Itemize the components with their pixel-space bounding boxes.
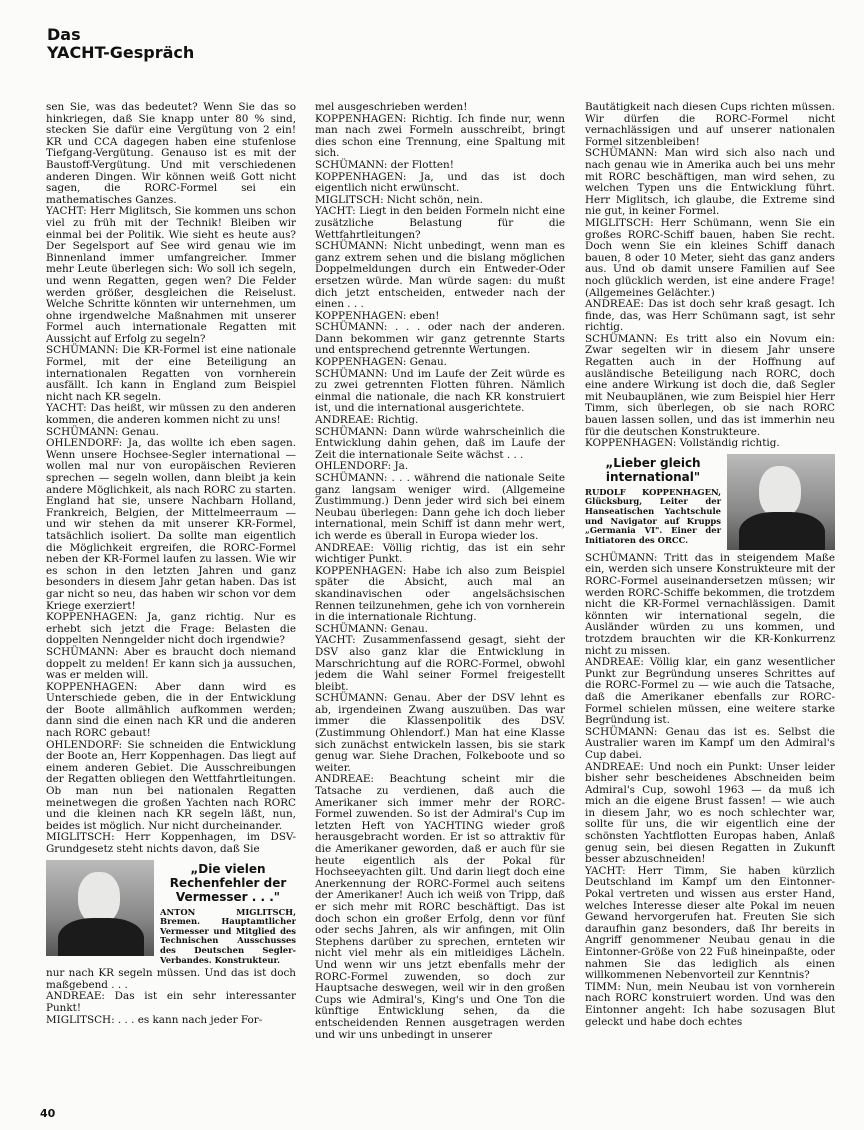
miglitsch-portrait-box bbox=[46, 860, 296, 966]
koppenhagen-caption-block bbox=[585, 454, 721, 550]
paragraph: Bautätigkeit nach diesen Cups richten müssen. Wir dürfen die RORC-Formel nicht vernachlässigen und auf unserer nationalen Formel sitzenbleiben! bbox=[585, 102, 835, 148]
paragraph: sen Sie, was das bedeutet? Wenn Sie das so hinkriegen, daß Sie knapp unter 80 % sind, stecken Sie dafür eine Vergütung von 2 ein! KR und CCA dagegen haben eine stufenlose Tiefgang-Vergütung. Genauso ist es mit der Baustoff-Vergütung. Und mit verschiedenen anderen Dingen. Wir können weiß Gott nicht sagen, die RORC-Formel sei ein mathematisches Ganzes. bbox=[46, 102, 296, 206]
portrait-body-shape bbox=[739, 512, 825, 550]
paragraph: SCHÜMANN: Und im Laufe der Zeit würde es zu zwei getrennten Flotten führen. Nämlich einmal die nationale, die nach KR konstruiert ist, und die international ausgerichtete. bbox=[315, 367, 565, 415]
paragraph: ANDREAE: Richtig. bbox=[315, 414, 419, 427]
paragraph: ANDREAE: Völlig richtig, das ist ein sehr wichtiger Punkt. bbox=[315, 541, 565, 566]
paragraph: ANDREAE: Und noch ein Punkt: Unser leider bisher sehr bescheidenes Abschneiden beim Admiral's Cup, sowohl 1963 — da muß ich mich an die eigene Brust fassen! — wie auch in diesem Jahr, wo es noch schlechter war, sollte für uns, die wir eigentlich eine der schönsten Yachtflotten Europas haben, Anlaß genug sein, bei diesen Regatten in Zukunft besser abzuschneiden! bbox=[585, 760, 835, 866]
portrait-head-shape bbox=[78, 872, 120, 924]
miglitsch-quote-title: „Die vielen Rechenfehler der Vermesser . . ." bbox=[169, 861, 287, 904]
miglitsch-photo bbox=[46, 860, 154, 956]
section-header bbox=[47, 26, 194, 62]
paragraph: SCHÜMANN: Genau. bbox=[46, 425, 159, 438]
page-number: 40 bbox=[40, 1107, 56, 1120]
column-1 bbox=[46, 102, 296, 1112]
paragraph: KOPPENHAGEN: Richtig. Ich finde nur, wenn man nach zwei Formeln ausschreibt, bringt dies schon eine Trennung, eine Spaltung mit sich. bbox=[315, 112, 565, 160]
paragraph: MIGLITSCH: Herr Koppenhagen, im DSV-Grundgesetz steht nichts davon, daß Sie bbox=[46, 831, 296, 855]
paragraph: SCHÜMANN: der Flotten! bbox=[315, 158, 454, 171]
paragraph: SCHÜMANN: . . . oder nach der anderen. Dann bekommen wir ganz getrennte Starts und entsprechend getrennte Wertungen. bbox=[315, 321, 565, 357]
paragraph: SCHÜMANN: Aber es braucht doch niemand doppelt zu melden! Er kann sich ja aussuchen, was er melden will. bbox=[46, 645, 296, 682]
paragraph: SCHÜMANN: Dann würde wahrscheinlich die Entwicklung dahin gehen, daß im Laufe der Zeit die internationale Seite wächst . . . bbox=[315, 425, 565, 461]
paragraph: SCHÜMANN: Man wird sich also nach und nach genau wie in Amerika auch bei uns mehr mit RORC beschäftigen, man wird sehen, zu welchen Typen uns die Entwicklung führt. Herr Miglitsch, ich glaube, die Extreme sind nie gut, in keiner Formel. bbox=[585, 147, 835, 218]
paragraph: MIGLITSCH: Herr Schümann, wenn Sie ein großes RORC-Schiff bauen, haben Sie recht. Doch wenn Sie ein kleines Schiff danach bauen, 8 oder 10 Meter, sieht das ganz anders aus. Und ob damit unsere Familien auf See noch glücklich werden, ist eine andere Frage! (Allgemeines Gelächter.) bbox=[585, 216, 835, 299]
paragraph: nur nach KR segeln müssen. Und das ist doch maßgebend . . . bbox=[46, 967, 296, 991]
paragraph: SCHÜMANN: . . . während die nationale Seite ganz langsam weniger wird. (Allgemeine Zustimmung.) Denn jeder wird sich bei einem Neubau überlegen: Dann gehe ich doch lieber international, mein Schiff ist dann mehr wert, ich werde es überall in Europa wieder los. bbox=[315, 472, 565, 542]
paragraph: SCHÜMANN: Genau. Aber der DSV lehnt es ab, irgendeinen Zwang auszuüben. Das war immer die Klassenpolitik des DSV. (Zustimmung Ohlendorf.) Man hat eine Klasse sich zunächst entwickeln lassen, bis sie stark genug war. Siehe Drachen, Folkeboote und so weiter. bbox=[315, 692, 565, 774]
paragraph: OHLENDORF: Sie schneiden die Entwicklung der Boote an, Herr Koppenhagen. Das liegt auf einem anderen Gebiet. Die Ausschreibungen der Regatten obliegen den Wettfahrtleitungen. Ob man nun bei nationalen Regatten meinetwegen die großen Yachten nach RORC und die kleinen nach KR segeln läßt, nun, beides ist möglich. Nur nicht durcheinander. bbox=[46, 738, 296, 832]
paragraph: YACHT: Herr Timm, Sie haben kürzlich Deutschland im Kampf um den Eintonner-Pokal vertreten und wissen aus erster Hand, welches Interesse dieser alte Pokal im neuen Gewand hervorgerufen hat. Freuten Sie sich daraufhin ganz besonders, daß Ihr bereits in Angriff genommener Neubau genau in die Eintonner-Größe von 22 Fuß hineinpaßte, oder nahmen Sie das lediglich als einen willkommenen Nebenvorteil zur Kenntnis? bbox=[585, 864, 835, 982]
column-2 bbox=[315, 102, 565, 1112]
paragraph: YACHT: Das heißt, wir müssen zu den anderen kommen, die anderen kommen nicht zu uns! bbox=[46, 402, 296, 427]
miglitsch-caption: ANTON MIGLITSCH, Bremen. Hauptamtlicher Vermesser und Mitglied des Technischen Ausschusses des Deutschen Segler-Verbandes. Konstrukteur. bbox=[160, 906, 296, 965]
paragraph: YACHT: Herr Miglitsch, Sie kommen uns schon viel zu früh mit der Technik! Bleiben wir einmal bei der Politik. Wie sieht es heute aus? Der Segelsport auf See wird genau wie im Binnenland immer umfangreicher. Immer mehr Leute überlegen sich: Wo soll ich segeln, und wenn Regatten, gegen wen? Die Felder werden größer, desgleichen die Reiselust. Welche Schritte könnten wir unternehmen, um ohne irgendwelche Maßnahmen mit unserer Formel auch internationale Regatten mit Aussicht auf Erfolg zu segeln? bbox=[46, 205, 296, 345]
paragraph: ANDREAE: Beachtung scheint mir die Tatsache zu verdienen, daß auch die Amerikaner sich immer mehr der RORC-Formel zuwenden. So ist der Admiral's Cup im letzten Heft von YACHTING wieder groß herausgebracht worden. Er ist so attraktiv für die Amerikaner geworden, daß er auch für sie heute eigentlich als der Pokal für Hochseeyachten gilt. Und darin liegt doch eine Anerkennung der RORC-Formel auch seitens der Amerikaner! Auch ich weiß von Tripp, daß er sich mehr mit RORC beschäftigt. Das ist doch schon ein großer Erfolg, denn vor fünf oder sechs Jahren, als wir anfingen, mit Olin Stephens darüber zu sprechen, ernteten wir nicht viel mehr als ein mitleidiges Lächeln. Und wenn wir uns jetzt ebenfalls mehr der RORC-Formel zuwenden, so doch zur Hauptsache deswegen, weil wir in den großen Cups wie Admiral's, King's und One Ton die künftige Entwicklung sehen, da die entscheidenden Rennen ausgetragen werden und wir uns unbedingt in unserer bbox=[315, 773, 565, 1041]
paragraph: SCHÜMANN: Es tritt also ein Novum ein: Zwar segelten wir in diesem Jahr unsere Regatten auch in der Hoffnung auf ausländische Beteiligung nach RORC, doch eine andere Wirkung ist doch die, daß Segler mit Neubauplänen, wie zum Beispiel hier Herr Timm, sich überlegen, ob sie nach RORC bauen lassen sollen, und das ist immerhin neu für die deutschen Konstrukteure. bbox=[585, 332, 835, 438]
paragraph: KOPPENHAGEN: Aber dann wird es Unterschiede geben, die in der Entwicklung der Boote allmählich aufkommen werden; dann sind die einen nach KR und die anderen nach RORC gebaut! bbox=[46, 680, 296, 740]
col1-bottom bbox=[46, 968, 296, 1026]
paragraph: ANDREAE: Völlig klar, ein ganz wesentlicher Punkt zur Begründung unseres Schrittes auf die RORC-Formel zu — wie auch die Tatsache, daß die Amerikaner ebenfalls zur RORC-Formel schielen müssen, eine weitere starke Begründung ist. bbox=[585, 656, 835, 727]
paragraph: SCHÜMANN: Die KR-Formel ist eine nationale Formel, mit der eine Beteiligung an internationalen Regatten von vornherein ausfällt. Ich kann in England zum Beispiel nicht nach KR segeln. bbox=[46, 344, 296, 403]
header-line-1: Das bbox=[47, 25, 81, 44]
paragraph: KOPPENHAGEN: Habe ich also zum Beispiel später die Absicht, auch mal an skandinavischen oder angelsächsischen Rennen teilzunehmen, gehe ich von vornherein in die internationale Richtung. bbox=[315, 564, 565, 624]
paragraph: OHLENDORF: Ja, das wollte ich eben sagen. Wenn unsere Hochsee-Segler international — wollen mal nur von europäischen Revieren sprechen — segeln wollen, dann bleibt ja kein andere Möglichkeit, als nach RORC zu starten. England hat sie, unsere Nachbarn Holland, Frankreich, Belgien, der Mittelmeerraum — und wir stehen da mit unserer KR-Formel, tatsächlich isoliert. Da sollte man eigentlich die Möglichkeit ergreifen, die RORC-Formel neben der KR-Formel laufen zu lassen. Wie wir es schon in den letzten Jahren und ganz besonders in diesem Jahr getan haben. Das ist gar nicht so neu, das haben wir schon vor dem Kriege exerziert! bbox=[46, 437, 296, 612]
koppenhagen-portrait-box bbox=[585, 454, 835, 550]
paragraph: SCHÜMANN: Nicht unbedingt, wenn man es ganz extrem sehen und die bislang möglichen Doppelmeldungen durch ein Entweder-Oder ersetzen würde. Man würde sagen: du mußt dich jetzt entscheiden, entweder nach der einen . . . bbox=[315, 240, 565, 311]
paragraph: ANDREAE: Das ist doch sehr kraß gesagt. Ich finde, das, was Herr Schümann sagt, ist sehr richtig. bbox=[585, 298, 835, 334]
paragraph: mel ausgeschrieben werden! bbox=[315, 102, 468, 113]
paragraph: KOPPENHAGEN: Genau. bbox=[315, 356, 447, 369]
paragraph: ANDREAE: Das ist ein sehr interessanter Punkt! bbox=[46, 990, 296, 1014]
paragraph: MIGLITSCH: . . . es kann nach jeder For- bbox=[46, 1013, 263, 1026]
paragraph: YACHT: Liegt in den beiden Formeln nicht eine zusätzliche Belastung für die Wettfahrtleitungen? bbox=[315, 205, 565, 241]
koppenhagen-quote-title: „Lieber gleich international" bbox=[605, 455, 701, 484]
koppenhagen-caption: RUDOLF KOPPENHAGEN, Glücksburg, Leiter der Hanseatischen Yachtschule und Navigator auf Krupps „Germania VI". Einer der Initiatoren des ORCC. bbox=[585, 486, 721, 545]
col3-top bbox=[585, 102, 835, 450]
paragraph: OHLENDORF: Ja. bbox=[315, 460, 409, 473]
paragraph: SCHÜMANN: Genau. bbox=[315, 622, 428, 635]
miglitsch-caption-block bbox=[160, 860, 296, 966]
paragraph: KOPPENHAGEN: eben! bbox=[315, 309, 440, 322]
portrait-body-shape bbox=[58, 918, 144, 956]
paragraph: KOPPENHAGEN: Ja, ganz richtig. Nur es erhebt sich jetzt die Frage: Belasten die doppelten Nenngelder nicht doch irgendwie? bbox=[46, 611, 296, 647]
paragraph: TIMM: Nun, mein Neubau ist von vornherein nach RORC konstruiert worden. Und was den Eintonner angeht: Ich habe sozusagen Blut geleckt und habe doch echtes bbox=[585, 980, 835, 1028]
paragraph: KOPPENHAGEN: Ja, und das ist doch eigentlich nicht erwünscht. bbox=[315, 170, 565, 195]
paragraph: YACHT: Zusammenfassend gesagt, sieht der DSV also ganz klar die Entwicklung in Marschrichtung auf die RORC-Formel, obwohl jedem die Wahl seiner Formel freigestellt bleibt. bbox=[315, 634, 565, 693]
paragraph: SCHÜMANN: Tritt das in steigendem Maße ein, werden sich unsere Konstrukteure mit der RORC-Formel auseinandersetzen müssen; wir werden RORC-Schiffe bekommen, die trotzdem nicht die KR-Formel vernachlässigen. Damit könnten wir international segeln, die Ausländer würden zu uns kommen, und trotzdem brauchten wir die KR-Konkurrenz nicht zu missen. bbox=[585, 551, 835, 657]
column-3 bbox=[585, 102, 835, 1112]
col3-bottom bbox=[585, 553, 835, 1028]
paragraph: SCHÜMANN: Genau das ist es. Selbst die Australier waren im Kampf um den Admiral's Cup dabei. bbox=[585, 725, 835, 761]
koppenhagen-photo bbox=[727, 454, 835, 550]
col1-top bbox=[46, 102, 296, 856]
paragraph: MIGLITSCH: Nicht schön, nein. bbox=[315, 193, 483, 206]
paragraph: KOPPENHAGEN: Vollständig richtig. bbox=[585, 437, 780, 450]
header-line-2: YACHT-Gespräch bbox=[47, 43, 195, 62]
portrait-head-shape bbox=[759, 466, 801, 518]
